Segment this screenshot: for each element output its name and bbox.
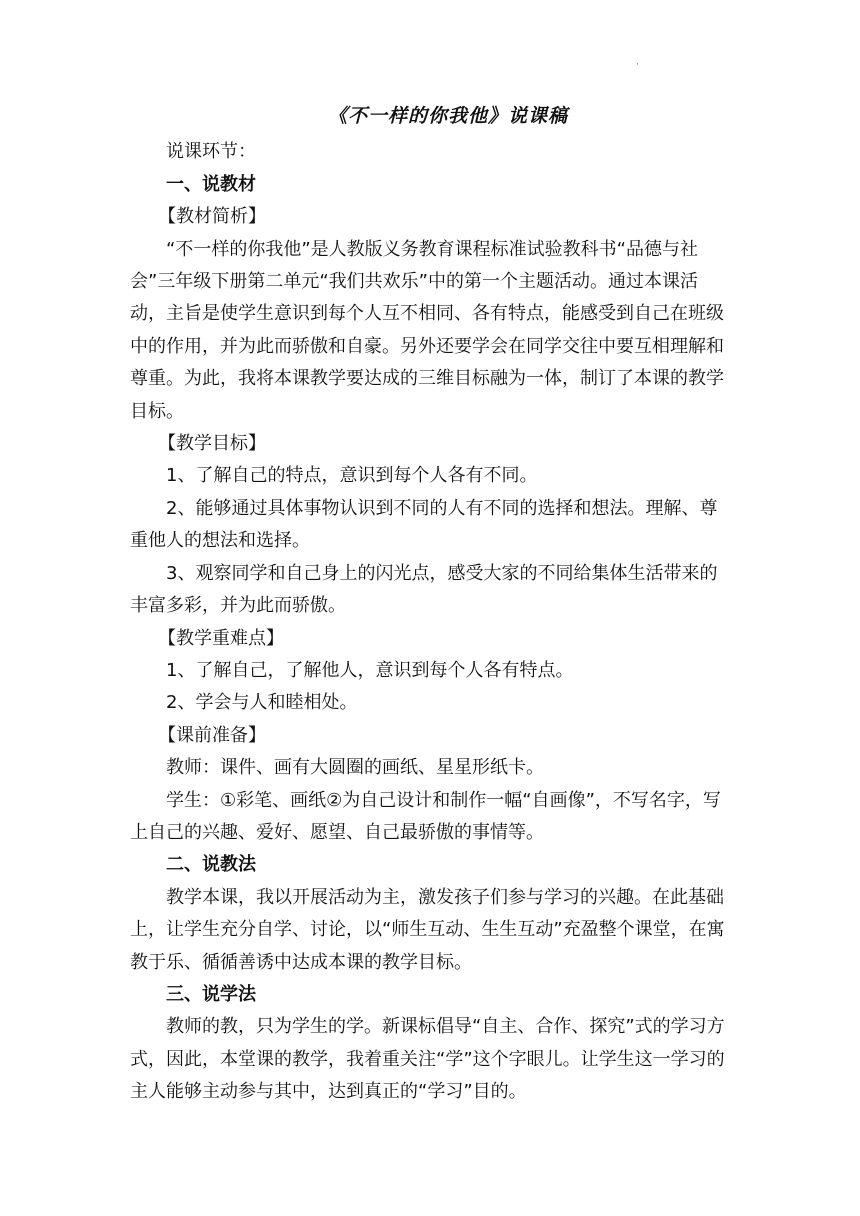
- intro-text: 说课环节：: [166, 141, 256, 163]
- goal-item: 1、了解自己的特点，意识到每个人各有不同。: [166, 465, 538, 487]
- goal-item: 3、观察同学和自己身上的闪光点，感受大家的不同给集体生活带来的丰富多彩，并为此而骄傲。: [130, 562, 718, 617]
- paragraph-teaching-method: 教学本课，我以开展活动为主，激发孩子们参与学习的兴趣。在此基础上，让学生充分自学、讨论，以“师生互动、生生互动”充盈整个课堂，在寓教于乐、循循善诱中达成本课的教学目标。: [130, 886, 725, 973]
- subheading-materials-analysis: 【教材简析】: [158, 206, 266, 228]
- subheading-preparation: 【课前准备】: [158, 724, 266, 746]
- page-mark: ·: [636, 60, 639, 70]
- goal-item: 2、能够通过具体事物认识到不同的人有不同的选择和想法。理解、尊重他人的想法和选择。: [130, 497, 718, 552]
- subheading-teaching-goals: 【教学目标】: [158, 433, 266, 455]
- keypoint-item: 2、学会与人和睦相处。: [166, 692, 358, 714]
- subheading-key-points: 【教学重难点】: [158, 627, 284, 649]
- paragraph-materials-analysis: “不一样的你我他”是人教版义务教育课程标准试验教科书“品德与社会”三年级下册第二单元“我们共欢乐”中的第一个主题活动。通过本课活动，主旨是使学生意识到每个人互不相同、各有特点，能感受到自己在班级中的作用，并为此而骄傲和自豪。另外还要学会在同学交往中要互相理解和尊重。为此，我将本课教学要达成的三维目标融为一体，制订了本课的教学目标。: [130, 238, 724, 422]
- keypoint-item: 1、了解自己，了解他人，意识到每个人各有特点。: [166, 659, 574, 681]
- prep-teacher: 教师：课件、画有大圆圈的画纸、星星形纸卡。: [166, 757, 544, 779]
- paragraph-learning-method: 教师的教，只为学生的学。新课标倡导“自主、合作、探究”式的学习方式，因此，本堂课的教学，我着重关注“学”这个字眼儿。让学生这一学习的主人能够主动参与其中，达到真正的“学习”目的。: [130, 1016, 725, 1103]
- section-heading-learning-method: 三、说学法: [166, 983, 256, 1005]
- prep-student: 学生：①彩笔、画纸②为自己设计和制作一幅“自画像”，不写名字，写上自己的兴趣、爱好、愿望、自己最骄傲的事情等。: [130, 789, 721, 843]
- document-body: [130, 100, 732, 1109]
- section-heading-materials: 一、说教材: [166, 173, 256, 195]
- section-heading-teaching-method: 二、说教法: [166, 854, 256, 876]
- document-title: 《不一样的你我他》说课稿: [327, 105, 568, 127]
